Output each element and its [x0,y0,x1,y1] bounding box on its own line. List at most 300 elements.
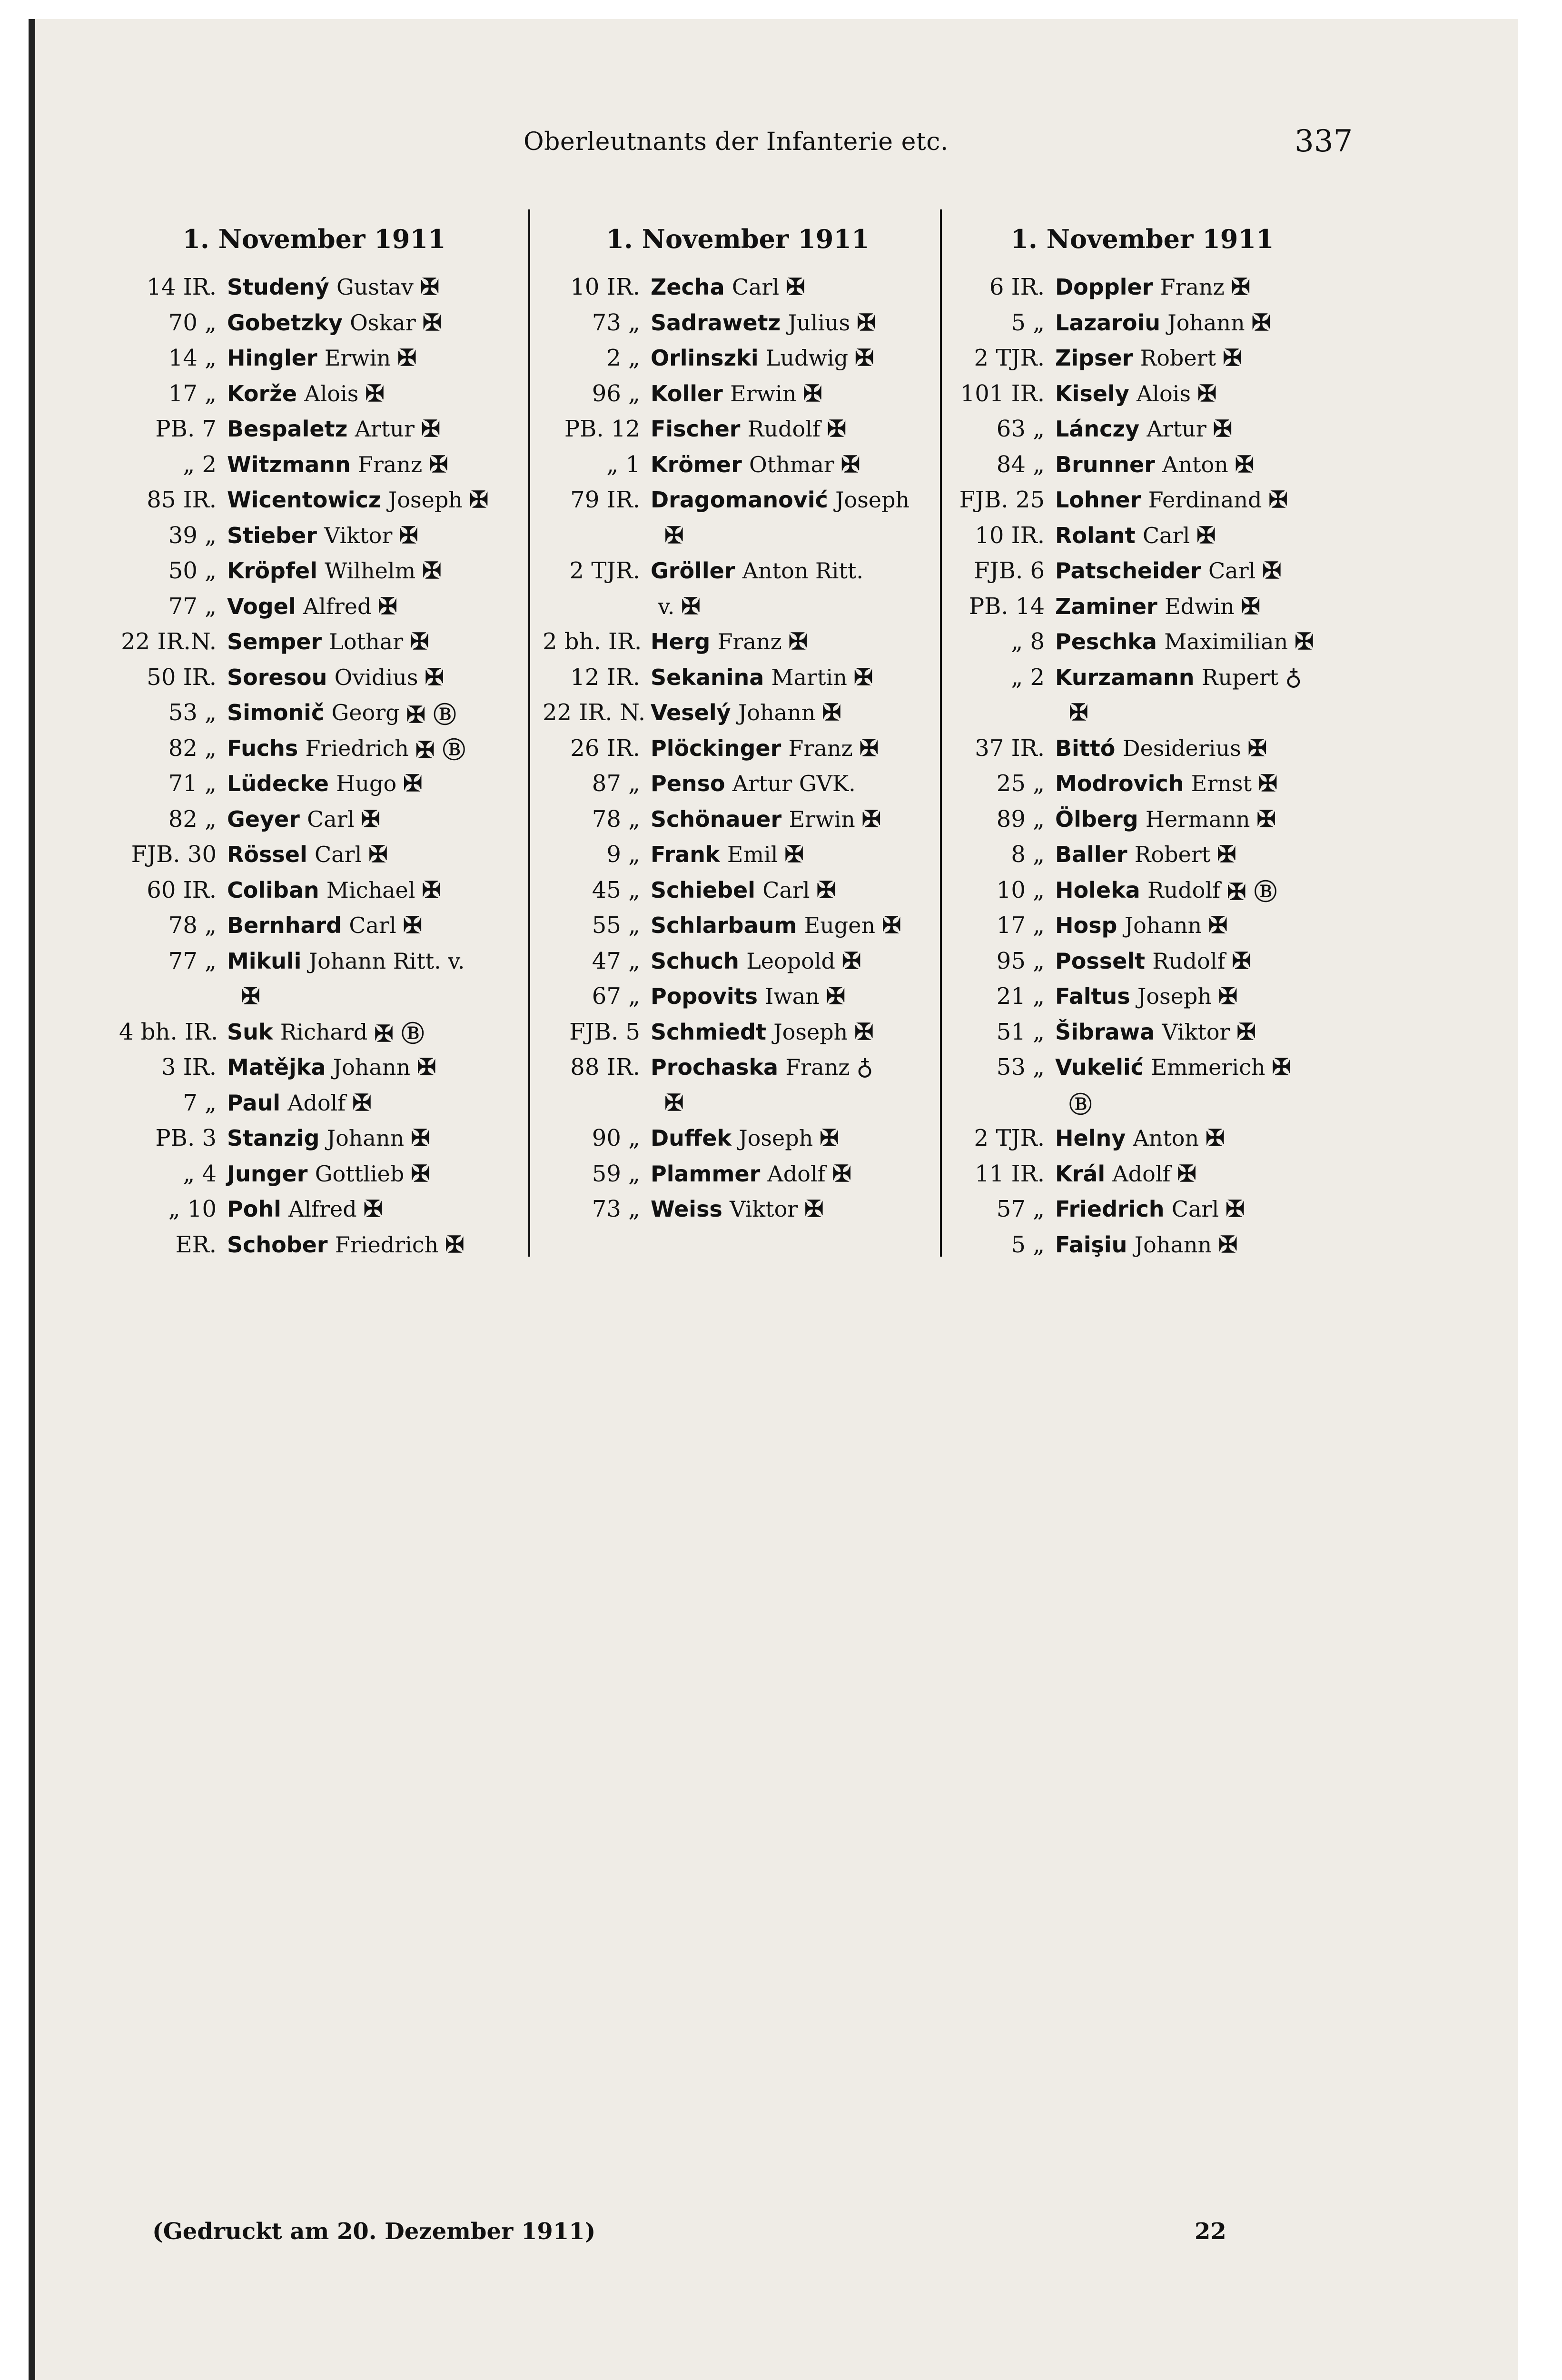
given-name: Carl [732,274,780,300]
officer-entry [947,447,1337,483]
given-name: Edwin [1165,593,1235,619]
officer-entry [947,269,1337,305]
officer-entry [119,731,509,766]
officer-entry [543,269,933,305]
officer-entry [947,376,1337,412]
decoration-mark: ✠ [820,1125,839,1152]
surname: Geyer [227,806,300,832]
surname: Duffek [651,1125,732,1151]
decoration-mark: ✠ [664,1089,684,1116]
decoration-mark: ✠ [403,770,423,797]
decoration-mark: ✠ [417,1054,436,1081]
given-name: Joseph [773,1019,848,1045]
given-name: Rupert [1201,664,1279,690]
unit-label: 78 „ [592,805,640,833]
decoration-mark: ✠ [421,416,441,443]
decoration-mark: ✠ [1069,699,1088,726]
decoration-mark: ✠ [826,983,846,1010]
decoration-mark: ✠ [403,912,422,939]
officer-entry [543,1085,933,1121]
unit-label: 10 IR. [570,274,640,301]
surname: Schuch [651,948,739,974]
unit-label: „ 1 [606,451,640,478]
given-name: Viktor [1162,1019,1230,1045]
surname: Modrovich [1055,771,1184,797]
decoration-mark: ✠ [352,1089,372,1116]
unit-label: 2 TJR. [569,557,640,585]
decoration-mark: ✠ [378,593,397,620]
officer-entry [119,1156,509,1192]
page-number: 337 [1295,124,1353,159]
decoration-mark: ✠ [1236,1018,1256,1045]
column-1 [119,224,509,1262]
officer-entry [543,1191,933,1227]
officer-entry [947,1014,1337,1050]
unit-label: 8 „ [1011,841,1045,868]
unit-label: 79 IR. [570,486,640,514]
decoration-mark: ✠ [1268,486,1288,514]
surname: Wicentowicz [227,487,381,513]
given-name: Erwin [730,380,797,407]
unit-label: 2 TJR. [974,1125,1045,1152]
given-name: Eugen [804,912,876,939]
unit-label: 95 „ [996,947,1045,974]
decoration-mark: ✠ [422,309,442,336]
surname: Witzmann [227,451,351,477]
decoration-mark: ✠ [411,1125,430,1152]
officer-entry [119,376,509,412]
officer-entry [543,1014,933,1050]
decoration-mark: ✠ Ⓑ [406,701,456,728]
given-name: Alois [304,380,359,407]
officer-entry [947,589,1337,625]
unit-label: 2 bh. IR. [543,628,642,655]
decoration-mark: ♁ [1285,664,1302,691]
unit-label: 71 „ [168,770,217,797]
surname: Hingler [227,345,317,371]
decoration-mark: ✠ [841,947,861,974]
given-name: Franz [1160,274,1225,300]
decoration-mark: ✠ [861,805,881,833]
unit-label: 73 „ [592,1196,640,1223]
given-name: Alfred [303,593,372,619]
officer-entry [119,660,509,695]
officer-entry [119,482,509,518]
given-name: Desiderius [1122,735,1241,761]
surname: Faltus [1055,983,1130,1010]
surname: Patscheider [1055,558,1201,584]
surname: Lüdecke [227,771,329,797]
unit-label: 45 „ [592,876,640,903]
given-name: Carl [1142,522,1190,548]
given-name: Carl [1208,558,1256,584]
decoration-mark: ✠ [827,416,847,443]
decoration-mark: ✠ [803,380,822,407]
given-name: Adolf [767,1160,826,1187]
given-name: Michael [326,877,415,903]
decoration-mark: ✠ [855,345,874,372]
surname: Brunner [1055,451,1155,477]
officer-entry [119,1191,509,1227]
given-name: Carl [307,806,355,832]
unit-label: 2 TJR. [974,345,1045,372]
unit-label: „ 4 [183,1160,217,1187]
decoration-mark: ✠ [1218,1231,1238,1258]
unit-label: 14 IR. [147,274,217,301]
surname: Popovits [651,983,758,1010]
surname: Dragomanović [651,487,828,513]
officer-entry [119,589,509,625]
officer-entry [119,518,509,554]
decoration-mark: ✠ [422,557,442,585]
unit-label: „ 2 [183,451,217,478]
given-name: Johann [333,1054,411,1081]
unit-label: 50 „ [168,557,217,585]
surname: Bittó [1055,735,1116,761]
decoration-mark: ✠ [664,522,684,549]
given-name: Erwin [324,345,391,371]
decoration-mark: ✠ [1272,1054,1291,1081]
unit-label: 77 „ [168,593,217,620]
decoration-mark: ✠ [840,451,860,478]
given-name: Robert [1134,842,1211,868]
column-heading: 1. November 1911 [182,224,446,254]
print-date: (Gedruckt am 20. Dezember 1911) [152,2218,596,2245]
unit-label: 67 „ [592,983,640,1010]
unit-label: PB. 12 [564,416,640,443]
surname: Zecha [651,274,725,300]
surname: Lánczy [1055,416,1140,442]
given-name: Carl [1171,1196,1219,1222]
given-name: Anton [1162,451,1228,477]
surname: Schiebel [651,877,756,903]
given-name: Julius [788,309,850,336]
surname: Frank [651,842,720,868]
surname: Mikuli [227,948,302,974]
officer-entry [947,1050,1337,1085]
unit-label: „ 8 [1011,628,1045,655]
officer-entry [119,269,509,305]
unit-label: 51 „ [996,1018,1045,1045]
given-name: Artur [355,416,415,442]
unit-label: 85 IR. [147,486,217,514]
decoration-mark: ✠ [1262,557,1282,585]
officer-entry [947,411,1337,447]
given-name: Friedrich [305,735,409,761]
decoration-mark: ✠ [1218,983,1238,1010]
unit-label: 10 IR. [975,522,1045,549]
decoration-mark: ✠ [1256,805,1276,833]
officer-entry [947,979,1337,1014]
given-name: Hugo [336,771,397,797]
decoration-mark: ✠ [1251,309,1271,336]
surname: Kisely [1055,380,1129,407]
unit-label: PB. 7 [155,416,217,443]
unit-label: 90 „ [592,1125,640,1152]
unit-label: 59 „ [592,1160,640,1187]
officer-entry [543,695,933,731]
column-heading: 1. November 1911 [606,224,870,254]
officer-entry [947,766,1337,802]
surname: Vogel [227,593,296,619]
unit-label: 14 „ [168,345,217,372]
surname: Veselý [651,700,731,726]
given-name: Johann [1167,309,1245,336]
decoration-mark: ✠ [853,664,873,691]
surname: Plammer [651,1160,761,1187]
surname: Rössel [227,842,307,868]
decoration-mark: ✠ [882,912,901,939]
given-name: Emil [727,842,778,868]
decoration-mark: ✠ [1235,451,1255,478]
given-name: Georg [331,700,400,726]
officer-entry [543,589,933,625]
surname: Faişiu [1055,1231,1127,1258]
surname: Korže [227,380,297,407]
surname: Rolant [1055,522,1136,548]
signature-mark: 22 [1195,2218,1226,2245]
officer-entry [947,1085,1337,1121]
officer-entry [947,553,1337,589]
surname: Simonič [227,700,325,726]
officer-entry [119,1085,509,1121]
unit-label: 73 „ [592,309,640,336]
officer-entry [543,553,933,589]
given-name: Martin [771,664,847,690]
decoration-mark: ✠ [422,876,441,903]
page-title: Oberleutnants der Infanterie etc. [524,128,949,156]
officer-entry [119,766,509,802]
unit-label: 4 bh. IR. [119,1018,218,1045]
officer-entry [119,695,509,731]
surname: Koller [651,380,723,407]
officer-entry [119,943,509,979]
surname: Orlinszki [651,345,759,371]
surname: Schober [227,1231,328,1258]
decoration-mark: ✠ Ⓑ [415,737,465,764]
given-name: Franz [785,1054,850,1081]
officer-entry [543,1121,933,1156]
unit-label: 3 IR. [161,1054,217,1081]
unit-label: FJB. 5 [569,1018,640,1045]
given-name: Johann [738,700,816,726]
officer-entry [947,1227,1337,1263]
given-name: Viktor [730,1196,798,1222]
officer-entry [947,624,1337,660]
decoration-mark: ✠ [445,1231,465,1258]
officer-entry [119,553,509,589]
unit-label: 2 „ [606,345,640,372]
decoration-mark: ✠ [1208,912,1228,939]
given-name: Artur GVK. [732,771,856,797]
unit-label: 7 „ [183,1089,217,1116]
officer-entry [947,695,1337,731]
decoration-mark: ✠ [361,805,380,833]
surname: Sadrawetz [651,309,781,336]
unit-label: PB. 3 [155,1125,217,1152]
officer-entry [119,624,509,660]
decoration-mark: Ⓑ [1069,1091,1092,1119]
surname: Schlarbaum [651,912,797,939]
surname: Ölberg [1055,806,1138,832]
given-name: Lothar [329,629,404,655]
officer-entry [543,447,933,483]
officer-entry [543,1156,933,1192]
decoration-mark: ✠ Ⓑ [374,1021,425,1048]
surname: Matějka [227,1054,326,1081]
decoration-mark: ✠ [1213,416,1232,443]
given-name: Oskar [350,309,416,336]
decoration-mark: ✠ [1217,841,1236,868]
unit-label: ER. [175,1231,217,1258]
unit-label: 77 „ [168,947,217,974]
given-name: Ferdinand [1148,487,1262,513]
surname: Pohl [227,1196,281,1222]
given-name: Rudolf [1147,877,1221,903]
given-name: Gustav [336,274,414,300]
officer-entry [119,411,509,447]
column-3 [947,224,1337,1262]
decoration-mark: ✠ [788,628,808,655]
officer-entry [119,837,509,873]
officer-entry [543,376,933,412]
officer-entry [947,908,1337,943]
officer-entry [543,731,933,766]
unit-label: 21 „ [996,983,1045,1010]
surname: Bespaletz [227,416,348,442]
unit-label: FJB. 25 [959,486,1045,514]
unit-label: 87 „ [592,770,640,797]
officer-entry [543,305,933,341]
surname: Junger [227,1160,308,1187]
decoration-mark: ✠ [1177,1160,1196,1187]
column-2 [543,224,933,1227]
surname: Schmiedt [651,1019,766,1045]
officer-entry [119,873,509,908]
decoration-mark: ✠ [786,274,805,301]
decoration-mark: ✠ [365,380,385,407]
unit-label: 17 „ [168,380,217,407]
officer-entry [947,837,1337,873]
unit-label: 53 „ [996,1054,1045,1081]
decoration-mark: ✠ [1196,522,1216,549]
unit-label: 22 IR.N. [121,628,217,655]
given-name: Adolf [1112,1160,1171,1187]
decoration-mark: ✠ [1247,734,1267,762]
surname: Holeka [1055,877,1140,903]
surname: Peschka [1055,629,1157,655]
given-name: Joseph [388,487,463,513]
surname: Stanzig [227,1125,320,1151]
unit-label: 9 „ [606,841,640,868]
given-name: Carl [315,842,362,868]
officer-entry [119,1014,509,1050]
unit-label: 47 „ [592,947,640,974]
given-name: Anton Ritt. [742,558,863,584]
unit-label: 17 „ [996,912,1045,939]
surname: Gröller [651,558,735,584]
surname: Paul [227,1090,281,1116]
officer-entry [947,802,1337,837]
officer-entry [543,660,933,695]
surname: Soresou [227,664,327,690]
officer-entry [543,979,933,1014]
surname: Bernhard [227,912,342,939]
given-name: Iwan [765,983,820,1010]
unit-label: 70 „ [168,309,217,336]
given-name: Ovidius [334,664,418,690]
unit-label: 60 IR. [147,876,217,903]
decoration-mark: ✠ Ⓑ [1227,879,1277,906]
surname: Šibrawa [1055,1019,1155,1045]
unit-label: 10 „ [996,876,1045,903]
given-name: Adolf [287,1090,346,1116]
decoration-mark: ✠ [857,309,876,336]
surname: Prochaska [651,1054,779,1081]
decoration-mark: ✠ [1197,380,1217,407]
officer-entry [543,766,933,802]
surname: Posselt [1055,948,1146,974]
officer-entry [119,1121,509,1156]
decoration-mark: ✠ [363,1196,383,1223]
scan-edge [29,19,35,2380]
given-name: Ludwig [765,345,849,371]
officer-entry [947,340,1337,376]
decoration-mark: ✠ [1231,274,1250,301]
surname: Weiss [651,1196,722,1222]
surname: Lohner [1055,487,1141,513]
unit-label: 63 „ [996,416,1045,443]
given-name: Joseph [739,1125,813,1151]
officer-entry [119,305,509,341]
unit-label: 88 IR. [570,1054,640,1081]
surname: Stieber [227,522,317,548]
given-name: Rudolf [747,416,821,442]
surname: Helny [1055,1125,1126,1151]
given-name: Othmar [749,451,834,477]
decoration-mark: ✠ [1223,345,1242,372]
given-name: Gottlieb [315,1160,405,1187]
given-name: Artur [1147,416,1206,442]
unit-label: 96 „ [592,380,640,407]
column-heading: 1. November 1911 [1010,224,1274,254]
given-name: Ernst [1191,771,1252,797]
unit-label: 5 „ [1011,1231,1045,1258]
officer-entry [947,1156,1337,1192]
officer-entry [543,873,933,908]
unit-label: 57 „ [996,1196,1045,1223]
surname: Hosp [1055,912,1117,939]
officer-entry [119,340,509,376]
unit-label: 101 IR. [960,380,1045,407]
decoration-mark: ✠ [399,522,418,549]
officer-entry [543,1050,933,1085]
unit-label: 84 „ [996,451,1045,478]
officer-entry [543,411,933,447]
officer-entry [947,305,1337,341]
unit-label: 89 „ [996,805,1045,833]
officer-list [119,269,509,1262]
decoration-mark: ✠ [469,486,489,514]
unit-label: FJB. 30 [131,841,217,868]
surname: Kröpfel [227,558,317,584]
surname: Kurzamann [1055,664,1195,690]
decoration-mark: ✠ [822,699,841,726]
officer-entry [543,518,933,554]
unit-label: PB. 14 [969,593,1045,620]
given-name: Hermann [1145,806,1250,832]
unit-label: 22 IR. N. [543,699,646,726]
